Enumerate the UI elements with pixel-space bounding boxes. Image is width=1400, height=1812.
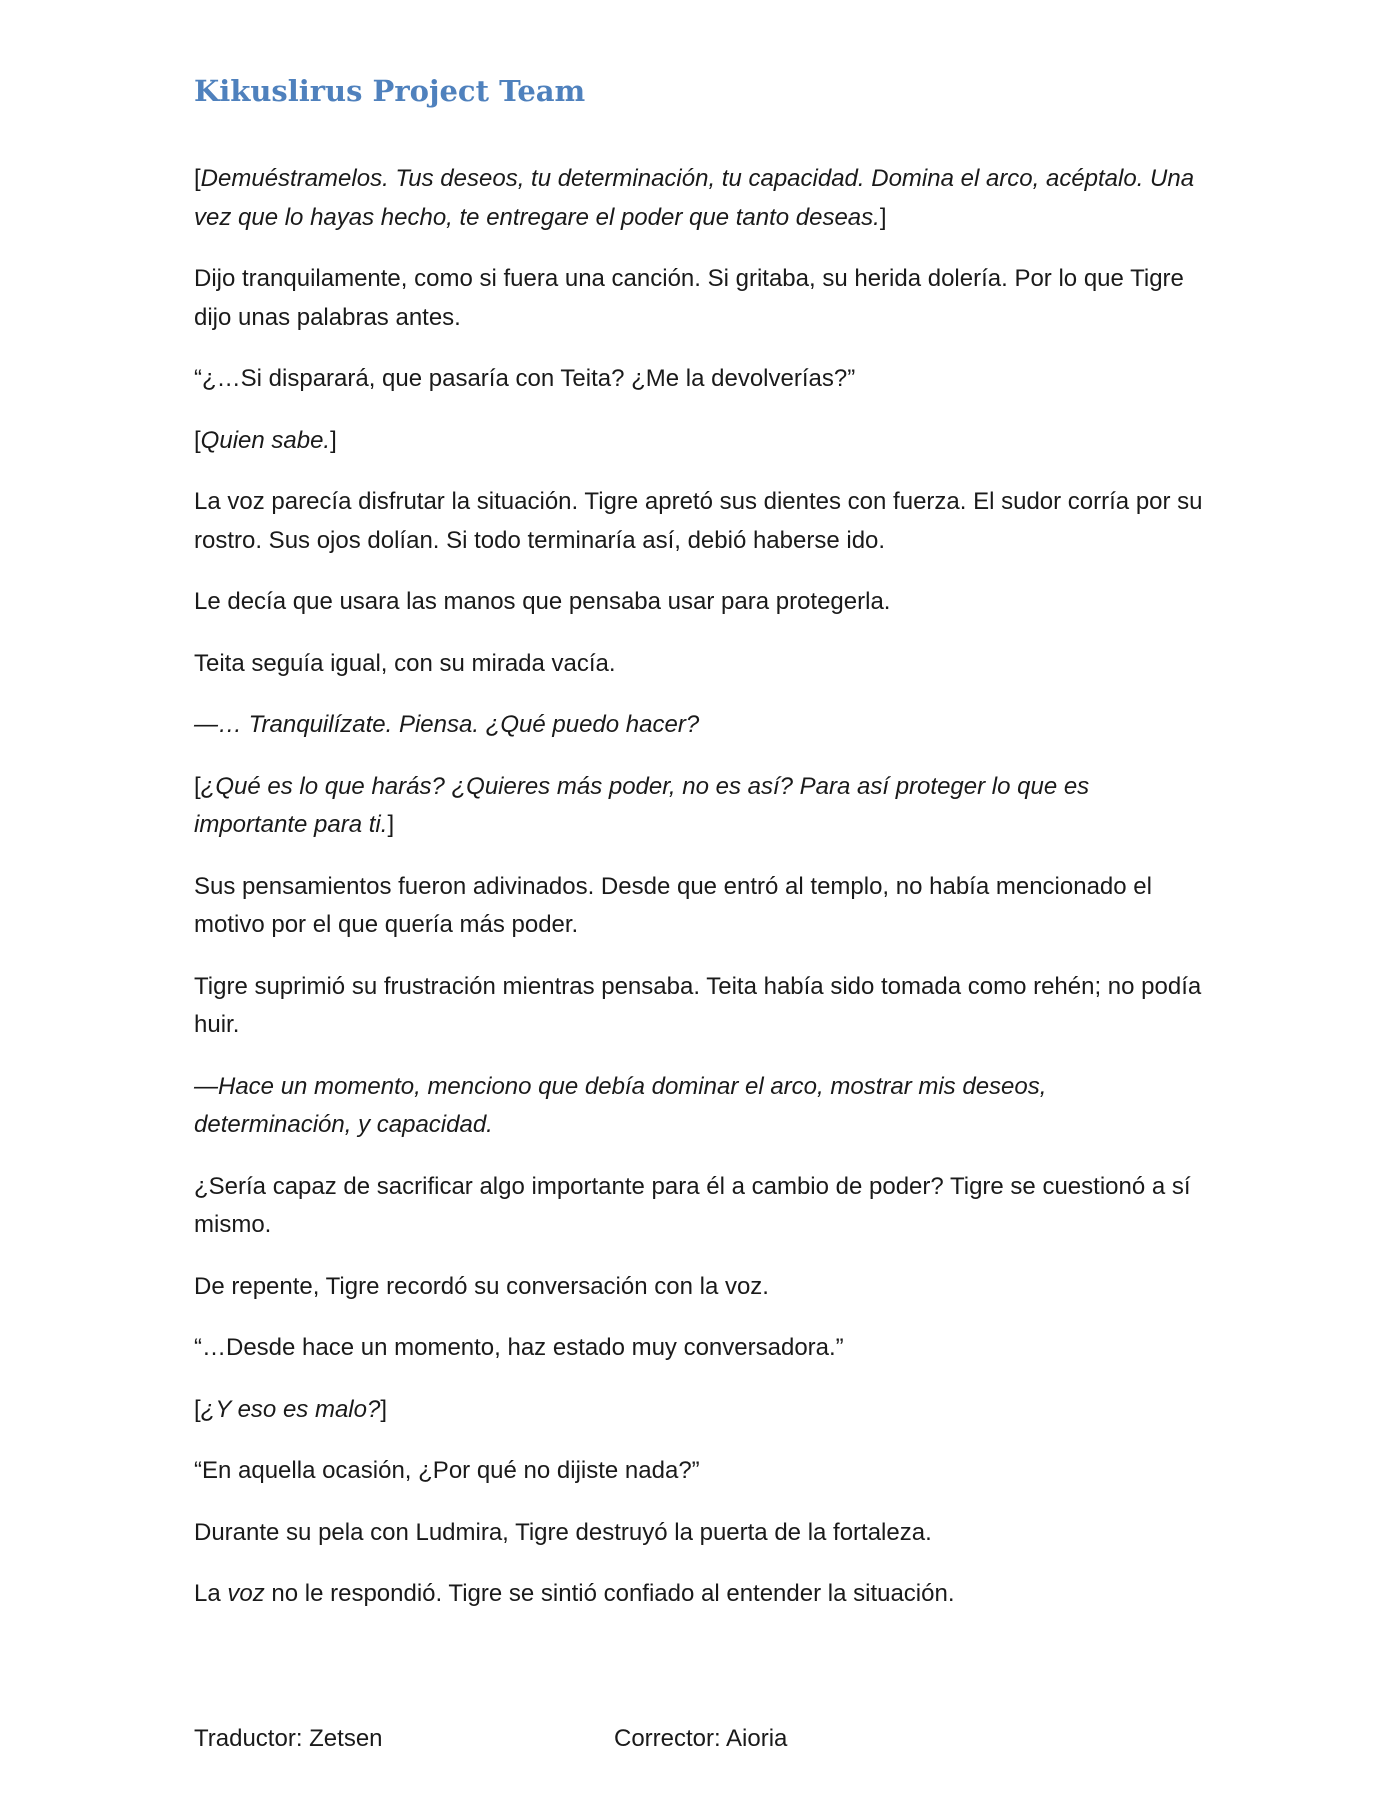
text-segment: Teita seguía igual, con su mirada vacía.	[194, 649, 616, 677]
text-segment: De repente, Tigre recordó su conversación con la voz.	[194, 1272, 769, 1300]
italic-text-segment: voz	[227, 1580, 265, 1607]
text-segment: “¿…Si disparará, que pasaría con Teita? ¿Me la devolverías?”	[194, 365, 856, 392]
body-text	[194, 160, 1204, 1637]
text-segment: ]	[380, 1395, 387, 1423]
text-segment: [	[194, 426, 201, 454]
text-segment: Dijo tranquilamente, como si fuera una canción. Si gritaba, su herida dolería. Por lo que Tigre dijo unas palabras antes.	[194, 265, 1184, 331]
text-segment: ]	[387, 811, 395, 838]
italic-text-segment: ¿Y eso es malo?	[200, 1395, 381, 1423]
footer-translator: Traductor: Zetsen	[194, 1725, 383, 1752]
paragraph	[194, 1168, 1204, 1245]
italic-text-segment: —… Tranquilízate. Piensa. ¿Qué puedo hacer?	[194, 711, 700, 738]
paragraph	[194, 1391, 1204, 1430]
paragraph	[194, 583, 1204, 622]
italic-text-segment: ¿Qué es lo que harás? ¿Quieres más poder, no es así? Para así proteger lo que es importante para ti.	[194, 772, 1090, 838]
paragraph	[194, 968, 1204, 1045]
paragraph	[194, 1268, 1204, 1307]
text-segment: Tigre suprimió su frustración mientras pensaba. Teita había sido tomada como rehén; no podía huir.	[194, 972, 1202, 1038]
paragraph	[194, 768, 1204, 845]
text-segment: ]	[879, 203, 887, 231]
paragraph	[194, 360, 1204, 399]
paragraph	[194, 160, 1204, 237]
page-footer	[0, 1725, 1400, 1759]
text-segment: Le decía que usara las manos que pensaba usar para protegerla.	[194, 588, 891, 615]
text-segment: Durante su pela con Ludmira, Tigre destruyó la puerta de la fortaleza.	[194, 1518, 932, 1546]
paragraph	[194, 1575, 1204, 1614]
paragraph	[194, 868, 1204, 945]
text-segment: ]	[330, 426, 337, 454]
text-segment: Sus pensamientos fueron adivinados. Desde que entró al templo, no había mencionado el motivo por el que quería más poder.	[194, 872, 1152, 938]
text-segment: La voz parecía disfrutar la situación. Tigre apretó sus dientes con fuerza. El sudor corría por su rostro. Sus ojos dolían. Si todo terminaría así, debió haberse ido.	[194, 488, 1203, 554]
text-segment: no le respondió. Tigre se sintió confiado al entender la situación.	[264, 1580, 955, 1607]
paragraph	[194, 260, 1204, 337]
paragraph	[194, 1452, 1204, 1491]
text-segment: “En aquella ocasión, ¿Por qué no dijiste nada?”	[194, 1457, 700, 1484]
text-segment: La	[194, 1580, 228, 1607]
paragraph	[194, 645, 1204, 684]
text-segment: [	[194, 772, 201, 800]
text-segment: [	[194, 165, 201, 192]
footer-corrector: Corrector: Aioria	[614, 1725, 788, 1752]
text-segment: [	[194, 1395, 201, 1423]
text-segment: ¿Sería capaz de sacrificar algo importante para él a cambio de poder? Tigre se cuestionó a sí mismo.	[194, 1172, 1191, 1238]
paragraph	[194, 1514, 1204, 1553]
paragraph	[194, 706, 1204, 745]
paragraph	[194, 422, 1204, 461]
paragraph	[194, 1329, 1204, 1368]
header-title: Kikuslirus Project Team	[194, 74, 586, 108]
paragraph	[194, 483, 1204, 560]
italic-text-segment: Demuéstramelos. Tus deseos, tu determinación, tu capacidad. Domina el arco, acéptalo. Una vez que lo hayas hecho, te entregare el poder que tanto deseas.	[194, 165, 1195, 231]
paragraph	[194, 1068, 1204, 1145]
italic-text-segment: —Hace un momento, menciono que debía dominar el arco, mostrar mis deseos, determinación, y capacidad.	[194, 1072, 1047, 1138]
italic-text-segment: Quien sabe.	[200, 426, 331, 454]
text-segment: “…Desde hace un momento, haz estado muy conversadora.”	[194, 1334, 844, 1361]
